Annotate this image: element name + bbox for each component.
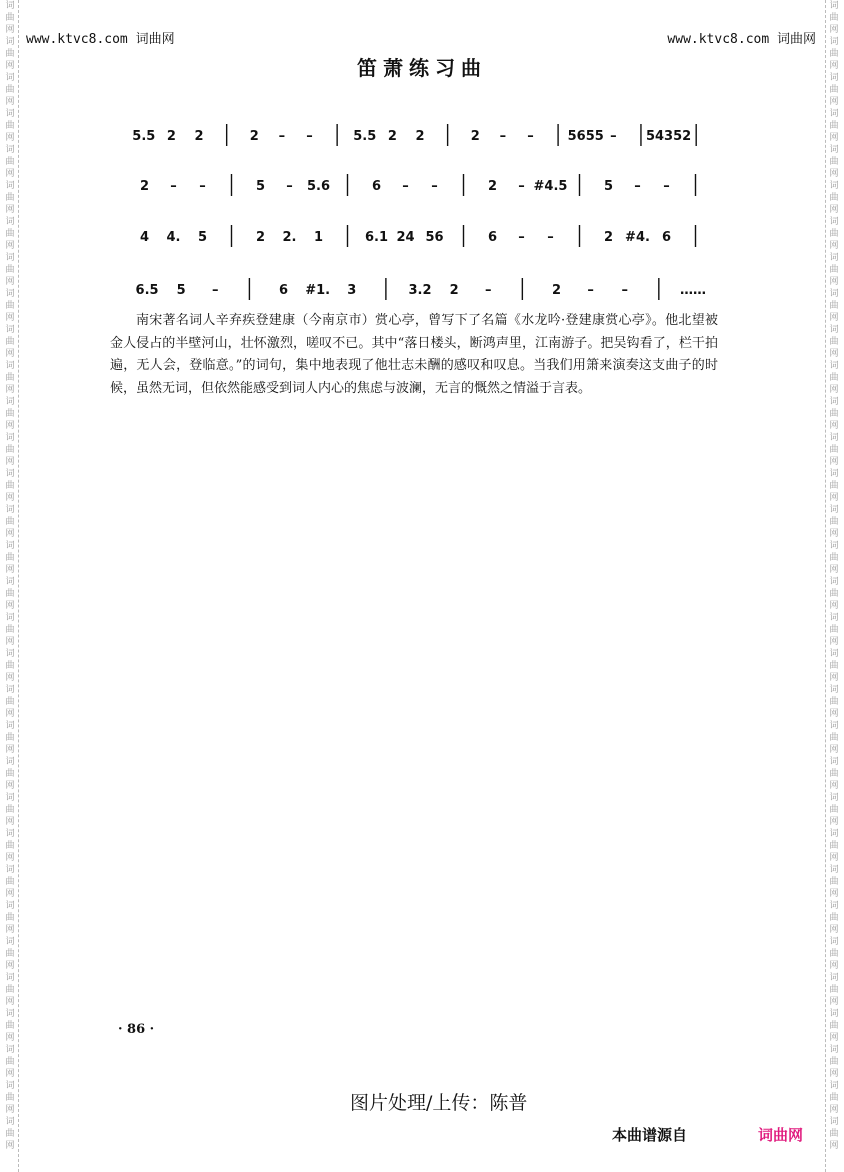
score-note: 5.6 bbox=[306, 179, 331, 194]
watermark-glyph: 网 bbox=[5, 493, 15, 503]
watermark-glyph: 网 bbox=[829, 313, 839, 323]
watermark-glyph: 网 bbox=[829, 97, 839, 107]
score-note: 5 bbox=[197, 230, 208, 245]
score-note: – bbox=[286, 179, 293, 194]
watermark-glyph: 网 bbox=[5, 781, 15, 791]
watermark-glyph: 曲 bbox=[829, 337, 839, 347]
watermark-glyph: 词 bbox=[5, 757, 15, 767]
watermark-glyph: 词 bbox=[5, 973, 15, 983]
score-note: 54352 bbox=[645, 129, 692, 144]
watermark-glyph: 词 bbox=[829, 793, 839, 803]
watermark-glyph: 曲 bbox=[5, 157, 15, 167]
watermark-glyph: 曲 bbox=[829, 13, 839, 23]
watermark-glyph: 曲 bbox=[5, 1129, 15, 1139]
score-note: – bbox=[518, 230, 525, 245]
header-site-right[interactable]: www.ktvc8.com 词曲网 bbox=[667, 32, 816, 47]
score-note: 5 bbox=[176, 283, 186, 298]
watermark-glyph: 网 bbox=[5, 853, 15, 863]
watermark-glyph: 词 bbox=[5, 541, 15, 551]
watermark-glyph: 词 bbox=[5, 829, 15, 839]
watermark-glyph: 曲 bbox=[5, 769, 15, 779]
watermark-glyph: 词 bbox=[829, 145, 839, 155]
watermark-glyph: 词 bbox=[829, 721, 839, 731]
score-note: – bbox=[278, 129, 286, 144]
score-note: 6 bbox=[279, 283, 289, 298]
watermark-glyph: 曲 bbox=[829, 1057, 839, 1067]
watermark-glyph: 网 bbox=[5, 601, 15, 611]
watermark-glyph: 词 bbox=[5, 397, 15, 407]
watermark-glyph: 网 bbox=[5, 709, 15, 719]
watermark-glyph: 网 bbox=[829, 601, 839, 611]
watermark-glyph: 词 bbox=[829, 433, 839, 443]
watermark-glyph: 网 bbox=[829, 349, 839, 359]
score-note: …… bbox=[679, 283, 706, 298]
watermark-glyph: 曲 bbox=[829, 49, 839, 59]
watermark-glyph: 词 bbox=[829, 649, 839, 659]
watermark-glyph: 词 bbox=[829, 829, 839, 839]
watermark-glyph: 词 bbox=[829, 37, 839, 47]
watermark-glyph: 词 bbox=[829, 973, 839, 983]
watermark-glyph: 网 bbox=[5, 1069, 15, 1079]
watermark-glyph: 曲 bbox=[5, 373, 15, 383]
watermark-glyph: 曲 bbox=[829, 265, 839, 275]
watermark-glyph: 网 bbox=[829, 637, 839, 647]
score-note: 2 bbox=[387, 129, 397, 144]
watermark-glyph: 词 bbox=[829, 1, 839, 11]
score-note: 2 bbox=[249, 129, 259, 144]
watermark-glyph: 词 bbox=[829, 685, 839, 695]
watermark-glyph: 网 bbox=[829, 781, 839, 791]
watermark-glyph: 词 bbox=[5, 505, 15, 515]
score-note: 2. bbox=[282, 230, 297, 245]
watermark-glyph: 词 bbox=[829, 865, 839, 875]
watermark-glyph: 网 bbox=[5, 133, 15, 143]
watermark-glyph: 词 bbox=[829, 577, 839, 587]
watermark-glyph: 词 bbox=[829, 1045, 839, 1055]
score-note: 2 bbox=[487, 179, 498, 194]
watermark-glyph: 网 bbox=[5, 1033, 15, 1043]
watermark-glyph: 曲 bbox=[829, 553, 839, 563]
watermark-glyph: 曲 bbox=[5, 697, 15, 707]
watermark-glyph: 网 bbox=[5, 529, 15, 539]
watermark-glyph: 网 bbox=[829, 133, 839, 143]
watermark-glyph: 网 bbox=[5, 997, 15, 1007]
score-note: 6.1 bbox=[364, 230, 389, 245]
watermark-glyph: 网 bbox=[5, 205, 15, 215]
score-note: 2 bbox=[139, 179, 150, 194]
score-note: – bbox=[634, 179, 641, 194]
watermark-glyph: 网 bbox=[829, 385, 839, 395]
watermark-glyph: 网 bbox=[5, 673, 15, 683]
watermark-glyph: 网 bbox=[829, 925, 839, 935]
watermark-glyph: 词 bbox=[5, 181, 15, 191]
score-note: 5 bbox=[255, 179, 266, 194]
watermark-glyph: 词 bbox=[829, 1009, 839, 1019]
watermark-glyph: 词 bbox=[5, 685, 15, 695]
watermark-glyph: 网 bbox=[829, 997, 839, 1007]
watermark-glyph: 网 bbox=[829, 205, 839, 215]
watermark-glyph: 曲 bbox=[5, 985, 15, 995]
score-note: – bbox=[484, 283, 492, 298]
watermark-glyph: 曲 bbox=[5, 553, 15, 563]
watermark-glyph: 曲 bbox=[5, 877, 15, 887]
score-note: 6 bbox=[661, 230, 672, 245]
score-note: 6 bbox=[487, 230, 498, 245]
score-note: – bbox=[431, 179, 438, 194]
watermark-glyph: 曲 bbox=[829, 985, 839, 995]
watermark-glyph: 曲 bbox=[829, 445, 839, 455]
watermark-glyph: 曲 bbox=[5, 229, 15, 239]
watermark-glyph: 曲 bbox=[829, 373, 839, 383]
watermark-glyph: 词 bbox=[829, 613, 839, 623]
watermark-glyph: 曲 bbox=[5, 85, 15, 95]
watermark-glyph: 网 bbox=[5, 817, 15, 827]
watermark-glyph: 词 bbox=[5, 649, 15, 659]
watermark-glyph: 词 bbox=[5, 73, 15, 83]
watermark-glyph: 曲 bbox=[829, 1021, 839, 1031]
score-note: 3 bbox=[347, 283, 357, 298]
watermark-glyph: 曲 bbox=[5, 913, 15, 923]
watermark-glyph: 曲 bbox=[829, 157, 839, 167]
watermark-glyph: 曲 bbox=[5, 481, 15, 491]
watermark-glyph: 曲 bbox=[5, 949, 15, 959]
watermark-glyph: 词 bbox=[829, 325, 839, 335]
watermark-glyph: 网 bbox=[5, 97, 15, 107]
watermark-glyph: 词 bbox=[829, 361, 839, 371]
watermark-glyph: 网 bbox=[829, 1105, 839, 1115]
watermark-glyph: 词 bbox=[829, 1081, 839, 1091]
watermark-glyph: 词 bbox=[5, 325, 15, 335]
watermark-glyph: 词 bbox=[5, 1009, 15, 1019]
watermark-glyph: 网 bbox=[5, 457, 15, 467]
watermark-glyph: 网 bbox=[829, 169, 839, 179]
watermark-glyph: 网 bbox=[5, 313, 15, 323]
watermark-glyph: 曲 bbox=[5, 337, 15, 347]
watermark-glyph: 网 bbox=[5, 565, 15, 575]
watermark-glyph: 网 bbox=[829, 277, 839, 287]
score-note: – bbox=[212, 283, 219, 298]
watermark-glyph: 词 bbox=[829, 217, 839, 227]
watermark-glyph: 词 bbox=[5, 577, 15, 587]
watermark-glyph: 曲 bbox=[829, 661, 839, 671]
watermark-glyph: 网 bbox=[829, 25, 839, 35]
watermark-glyph: 曲 bbox=[829, 769, 839, 779]
watermark-glyph: 词 bbox=[829, 289, 839, 299]
watermark-glyph: 网 bbox=[829, 961, 839, 971]
watermark-glyph: 词 bbox=[829, 73, 839, 83]
score-note: – bbox=[610, 129, 617, 144]
score-note: – bbox=[170, 179, 177, 194]
score-note: 6 bbox=[371, 179, 382, 194]
watermark-glyph: 词 bbox=[5, 109, 15, 119]
score-note: 3.2 bbox=[408, 283, 432, 298]
watermark-glyph: 词 bbox=[5, 217, 15, 227]
score-note: 1 bbox=[313, 230, 324, 245]
watermark-glyph: 词 bbox=[5, 793, 15, 803]
watermark-glyph: 词 bbox=[829, 397, 839, 407]
score-note: 6.5 bbox=[135, 283, 159, 298]
watermark-glyph: 网 bbox=[5, 889, 15, 899]
watermark-glyph: 网 bbox=[829, 1033, 839, 1043]
watermark-glyph: 曲 bbox=[829, 913, 839, 923]
watermark-glyph: 词 bbox=[5, 253, 15, 263]
watermark-glyph: 网 bbox=[5, 241, 15, 251]
watermark-glyph: 词 bbox=[829, 181, 839, 191]
score-note: 5.5 bbox=[353, 129, 377, 144]
watermark-glyph: 词 bbox=[5, 1, 15, 11]
watermark-glyph: 曲 bbox=[5, 625, 15, 635]
watermark-glyph: 网 bbox=[5, 169, 15, 179]
watermark-glyph: 曲 bbox=[5, 193, 15, 203]
watermark-glyph: 词 bbox=[829, 469, 839, 479]
watermark-glyph: 曲 bbox=[5, 49, 15, 59]
watermark-glyph: 曲 bbox=[5, 409, 15, 419]
watermark-glyph: 词 bbox=[5, 721, 15, 731]
watermark-glyph: 曲 bbox=[829, 1093, 839, 1103]
jianpu-score bbox=[0, 0, 844, 310]
watermark-glyph: 曲 bbox=[5, 265, 15, 275]
watermark-glyph: 曲 bbox=[829, 517, 839, 527]
watermark-glyph: 词 bbox=[5, 613, 15, 623]
watermark-glyph: 网 bbox=[829, 1069, 839, 1079]
source-label: 本曲谱源自 bbox=[612, 1126, 688, 1144]
watermark-glyph: 网 bbox=[829, 817, 839, 827]
score-note: – bbox=[306, 129, 313, 144]
watermark-glyph: 词 bbox=[5, 469, 15, 479]
header-site-left[interactable]: www.ktvc8.com 词曲网 bbox=[26, 32, 175, 47]
watermark-glyph: 曲 bbox=[5, 517, 15, 527]
watermark-glyph: 网 bbox=[829, 1141, 839, 1151]
score-note: 5655 bbox=[567, 129, 604, 144]
watermark-glyph: 词 bbox=[5, 1081, 15, 1091]
watermark-glyph: 曲 bbox=[829, 697, 839, 707]
score-note: – bbox=[587, 283, 594, 298]
watermark-glyph: 网 bbox=[5, 637, 15, 647]
watermark-glyph: 曲 bbox=[5, 661, 15, 671]
watermark-glyph: 曲 bbox=[829, 589, 839, 599]
watermark-glyph: 网 bbox=[5, 925, 15, 935]
watermark-glyph: 曲 bbox=[829, 949, 839, 959]
watermark-glyph: 网 bbox=[829, 421, 839, 431]
score-note: – bbox=[518, 179, 525, 194]
watermark-glyph: 词 bbox=[5, 289, 15, 299]
watermark-glyph: 曲 bbox=[829, 85, 839, 95]
watermark-glyph: 词 bbox=[829, 109, 839, 119]
source-site-link[interactable]: 词曲网 bbox=[758, 1126, 804, 1144]
watermark-glyph: 词 bbox=[5, 901, 15, 911]
watermark-glyph: 曲 bbox=[829, 481, 839, 491]
watermark-glyph: 网 bbox=[829, 565, 839, 575]
watermark-glyph: 曲 bbox=[5, 589, 15, 599]
score-note: 5 bbox=[603, 179, 614, 194]
watermark-glyph: 网 bbox=[829, 493, 839, 503]
watermark-glyph: 曲 bbox=[5, 805, 15, 815]
watermark-glyph: 网 bbox=[5, 421, 15, 431]
watermark-glyph: 网 bbox=[829, 61, 839, 71]
watermark-glyph: 词 bbox=[829, 253, 839, 263]
watermark-glyph: 曲 bbox=[5, 841, 15, 851]
watermark-glyph: 曲 bbox=[5, 301, 15, 311]
watermark-glyph: 曲 bbox=[829, 733, 839, 743]
watermark-glyph: 网 bbox=[5, 277, 15, 287]
score-note: 2 bbox=[166, 129, 176, 144]
watermark-glyph: 曲 bbox=[5, 1057, 15, 1067]
score-note: – bbox=[199, 179, 206, 194]
watermark-glyph: 曲 bbox=[5, 1021, 15, 1031]
watermark-glyph: 网 bbox=[829, 457, 839, 467]
score-note: – bbox=[499, 129, 507, 144]
score-note: 2 bbox=[603, 230, 614, 245]
watermark-glyph: 网 bbox=[829, 673, 839, 683]
score-note: 2 bbox=[449, 283, 459, 298]
watermark-glyph: 曲 bbox=[5, 445, 15, 455]
score-note: 56 bbox=[425, 230, 444, 245]
watermark-glyph: 曲 bbox=[829, 841, 839, 851]
watermark-glyph: 曲 bbox=[829, 625, 839, 635]
watermark-glyph: 词 bbox=[5, 865, 15, 875]
watermark-glyph: 词 bbox=[5, 433, 15, 443]
watermark-glyph: 网 bbox=[5, 25, 15, 35]
watermark-glyph: 网 bbox=[5, 1141, 15, 1151]
watermark-glyph: 曲 bbox=[829, 877, 839, 887]
watermark-glyph: 曲 bbox=[829, 121, 839, 131]
score-note: #1. bbox=[305, 283, 331, 298]
watermark-glyph: 曲 bbox=[829, 193, 839, 203]
watermark-glyph: 网 bbox=[5, 61, 15, 71]
description-paragraph: 南宋著名词人辛弃疾登建康（今南京市）赏心亭，曾写下了名篇《水龙吟·登建康赏心亭》。他北望被金人侵占的半壁河山，壮怀激烈，嗟叹不已。其中“落日楼头，断鸿声里，江南游子。把吴钩看了，栏干拍遍，无人会，登临意。”的词句，集中地表现了他壮志未酬的感叹和叹息。当我们用箫来演奏这支曲子的时候，虽然无词，但依然能感受到词人内心的焦虑与波澜，无言的慨然之情溢于言表。 bbox=[110, 313, 718, 396]
watermark-glyph: 曲 bbox=[829, 301, 839, 311]
score-note: 2 bbox=[415, 129, 425, 144]
watermark-glyph: 曲 bbox=[5, 13, 15, 23]
watermark-glyph: 词 bbox=[5, 145, 15, 155]
score-note: – bbox=[402, 179, 409, 194]
score-note: 4. bbox=[166, 230, 181, 245]
watermark-glyph: 网 bbox=[5, 1105, 15, 1115]
score-note: 5.5 bbox=[132, 129, 156, 144]
watermark-glyph: 曲 bbox=[829, 409, 839, 419]
score-note: – bbox=[547, 230, 554, 245]
watermark-glyph: 网 bbox=[5, 385, 15, 395]
score-note: 2 bbox=[551, 283, 561, 298]
score-note: 2 bbox=[194, 129, 204, 144]
score-note: – bbox=[663, 179, 670, 194]
watermark-glyph: 网 bbox=[5, 745, 15, 755]
watermark-glyph: 网 bbox=[5, 349, 15, 359]
watermark-glyph: 词 bbox=[5, 1045, 15, 1055]
watermark-glyph: 网 bbox=[5, 961, 15, 971]
watermark-glyph: 曲 bbox=[829, 805, 839, 815]
score-note: 24 bbox=[396, 230, 415, 245]
watermark-glyph: 网 bbox=[829, 529, 839, 539]
watermark-glyph: 词 bbox=[5, 361, 15, 371]
watermark-glyph: 词 bbox=[829, 1117, 839, 1127]
watermark-glyph: 曲 bbox=[829, 1129, 839, 1139]
upload-credit: 图片处理/上传：陈普 bbox=[350, 1092, 528, 1114]
watermark-glyph: 网 bbox=[829, 241, 839, 251]
page-number: · 86 · bbox=[118, 1022, 155, 1037]
watermark-glyph: 词 bbox=[829, 757, 839, 767]
watermark-glyph: 网 bbox=[829, 853, 839, 863]
watermark-glyph: 词 bbox=[5, 937, 15, 947]
watermark-glyph: 词 bbox=[829, 901, 839, 911]
watermark-glyph: 网 bbox=[829, 745, 839, 755]
watermark-glyph: 词 bbox=[829, 505, 839, 515]
score-note: #4.5 bbox=[533, 179, 568, 194]
watermark-glyph: 曲 bbox=[5, 733, 15, 743]
watermark-glyph: 词 bbox=[829, 541, 839, 551]
watermark-glyph: 曲 bbox=[5, 121, 15, 131]
score-note: 2 bbox=[470, 129, 480, 144]
score-note: 2 bbox=[255, 230, 266, 245]
score-note: 4 bbox=[139, 230, 150, 245]
watermark-glyph: 网 bbox=[829, 889, 839, 899]
watermark-glyph: 网 bbox=[829, 709, 839, 719]
score-note: #4. bbox=[625, 230, 650, 245]
watermark-glyph: 曲 bbox=[5, 1093, 15, 1103]
score-note: – bbox=[527, 129, 534, 144]
watermark-glyph: 词 bbox=[829, 937, 839, 947]
page-title: 笛萧练习曲 bbox=[357, 56, 487, 80]
watermark-glyph: 词 bbox=[5, 37, 15, 47]
score-note: – bbox=[621, 283, 628, 298]
watermark-glyph: 词 bbox=[5, 1117, 15, 1127]
watermark-glyph: 曲 bbox=[829, 229, 839, 239]
